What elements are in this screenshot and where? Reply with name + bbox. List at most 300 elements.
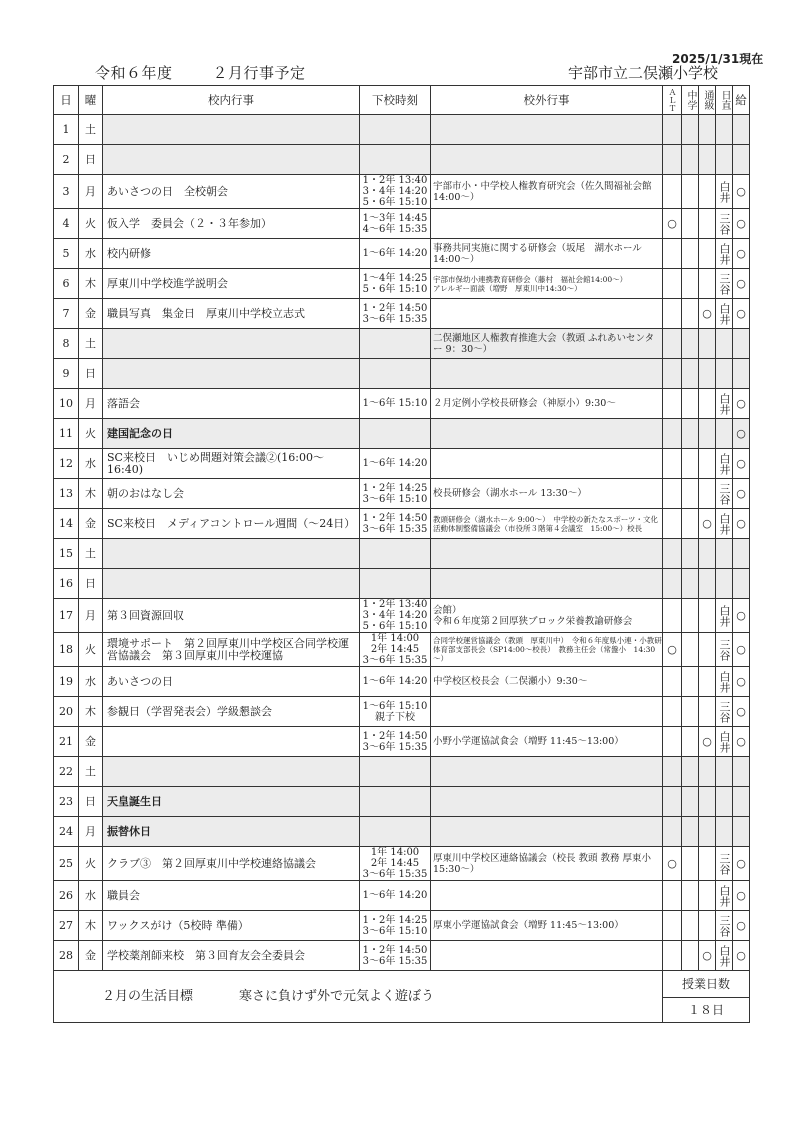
table-row: [54, 727, 750, 757]
day-cell: 10: [54, 389, 79, 419]
table-row: [54, 787, 750, 817]
day-cell: 8: [54, 329, 79, 359]
day-cell: 27: [54, 911, 79, 941]
dismissal-cell: 1～6年 14:20: [360, 449, 431, 479]
nicchoku-cell: 白井: [716, 727, 733, 757]
dismissal-cell: 1・2年 14:50 3～6年 15:35: [360, 727, 431, 757]
jhs-cell: [682, 569, 699, 599]
jhs-cell: [682, 209, 699, 239]
dismissal-cell: 1・2年 13:40 3・4年 14:20 5・6年 15:10: [360, 175, 431, 209]
jhs-cell: [682, 175, 699, 209]
jhs-cell: [682, 329, 699, 359]
nicchoku-cell: 三谷: [716, 911, 733, 941]
jhs-cell: [682, 115, 699, 145]
class-days-label: 授業日数: [663, 971, 750, 998]
alt-cell: [663, 299, 682, 329]
day-cell: 22: [54, 757, 79, 787]
jhs-cell: [682, 145, 699, 175]
jhs-cell: [682, 419, 699, 449]
day-cell: 3: [54, 175, 79, 209]
alt-cell: [663, 145, 682, 175]
nicchoku-cell: [716, 787, 733, 817]
dismissal-cell: [360, 817, 431, 847]
day-cell: 14: [54, 509, 79, 539]
outside-event-cell: [431, 881, 663, 911]
outside-event-cell: [431, 359, 663, 389]
dismissal-cell: 1・2年 14:50 3～6年 15:35: [360, 299, 431, 329]
col-tsukyu: 通級: [699, 86, 716, 115]
nicchoku-cell: [716, 145, 733, 175]
weekday-cell: 水: [79, 449, 103, 479]
dismissal-cell: 1・2年 14:25 3～6年 15:10: [360, 479, 431, 509]
tsukyu-cell: [699, 757, 716, 787]
kyushoku-cell: [733, 539, 750, 569]
outside-event-cell: [431, 209, 663, 239]
table-row: [54, 599, 750, 633]
school-event-cell: [103, 757, 360, 787]
alt-cell: [663, 449, 682, 479]
alt-cell: [663, 115, 682, 145]
weekday-cell: 日: [79, 359, 103, 389]
kyushoku-cell: ○: [733, 175, 750, 209]
kyushoku-cell: ○: [733, 633, 750, 667]
alt-cell: [663, 787, 682, 817]
outside-event-cell: 宇部市小・中学校人権教育研究会（佐久間福祉会館 14:00～）: [431, 175, 663, 209]
dismissal-cell: 1・2年 14:50 3～6年 15:35: [360, 941, 431, 971]
weekday-cell: 金: [79, 727, 103, 757]
day-cell: 1: [54, 115, 79, 145]
nicchoku-cell: [716, 329, 733, 359]
col-kyushoku: 給: [733, 86, 750, 115]
dismissal-cell: [360, 787, 431, 817]
weekday-cell: 水: [79, 239, 103, 269]
kyushoku-cell: [733, 569, 750, 599]
tsukyu-cell: [699, 633, 716, 667]
kyushoku-cell: [733, 757, 750, 787]
weekday-cell: 火: [79, 633, 103, 667]
col-alt: ＡＬＴ: [663, 86, 682, 115]
kyushoku-cell: ○: [733, 727, 750, 757]
dismissal-cell: 1年 14:00 2年 14:45 3～6年 15:35: [360, 633, 431, 667]
dismissal-cell: 1～6年 14:20: [360, 667, 431, 697]
outside-event-cell: [431, 569, 663, 599]
tsukyu-cell: [699, 209, 716, 239]
alt-cell: [663, 419, 682, 449]
alt-cell: ○: [663, 209, 682, 239]
tsukyu-cell: [699, 569, 716, 599]
alt-cell: [663, 941, 682, 971]
dismissal-cell: 1～6年 15:10: [360, 389, 431, 419]
weekday-cell: 木: [79, 697, 103, 727]
outside-event-cell: [431, 697, 663, 727]
alt-cell: [663, 269, 682, 299]
dismissal-cell: 1～6年 15:10 親子下校: [360, 697, 431, 727]
kyushoku-cell: ○: [733, 449, 750, 479]
day-cell: 11: [54, 419, 79, 449]
jhs-cell: [682, 239, 699, 269]
class-days-value: １８日: [663, 998, 750, 1023]
day-cell: 15: [54, 539, 79, 569]
kyushoku-cell: ○: [733, 847, 750, 881]
nicchoku-cell: [716, 539, 733, 569]
jhs-cell: [682, 509, 699, 539]
table-row: [54, 911, 750, 941]
dismissal-cell: [360, 329, 431, 359]
nicchoku-cell: [716, 419, 733, 449]
school-event-cell: [103, 539, 360, 569]
tsukyu-cell: ○: [699, 299, 716, 329]
table-row: [54, 697, 750, 727]
tsukyu-cell: [699, 269, 716, 299]
kyushoku-cell: ○: [733, 911, 750, 941]
nicchoku-cell: 白井: [716, 175, 733, 209]
school-event-cell: 天皇誕生日: [103, 787, 360, 817]
kyushoku-cell: ○: [733, 269, 750, 299]
weekday-cell: 土: [79, 757, 103, 787]
nicchoku-cell: 白井: [716, 941, 733, 971]
day-cell: 25: [54, 847, 79, 881]
jhs-cell: [682, 881, 699, 911]
nicchoku-cell: 白井: [716, 389, 733, 419]
as-of-date: 2025/1/31現在: [672, 52, 764, 66]
school-event-cell: SC来校日 いじめ問題対策会議②(16:00～16:40): [103, 449, 360, 479]
dismissal-cell: 1年 14:00 2年 14:45 3～6年 15:35: [360, 847, 431, 881]
alt-cell: [663, 569, 682, 599]
table-row: [54, 175, 750, 209]
school-event-cell: 仮入学 委員会（２・３年参加）: [103, 209, 360, 239]
dismissal-cell: 1・2年 13:40 3・4年 14:20 5・6年 15:10: [360, 599, 431, 633]
outside-event-cell: 厚東川中学校区連絡協議会（校長 教頭 教務 厚東小 15:30～）: [431, 847, 663, 881]
nicchoku-cell: 白井: [716, 449, 733, 479]
nicchoku-cell: 三谷: [716, 269, 733, 299]
day-cell: 20: [54, 697, 79, 727]
school-event-cell: クラブ③ 第２回厚東川中学校連絡協議会: [103, 847, 360, 881]
schedule-title: ２月行事予定: [212, 64, 306, 82]
outside-event-cell: [431, 449, 663, 479]
nicchoku-cell: 白井: [716, 239, 733, 269]
weekday-cell: 月: [79, 599, 103, 633]
dismissal-cell: 1～6年 14:20: [360, 881, 431, 911]
school-event-cell: 朝のおはなし会: [103, 479, 360, 509]
school-name: 宇部市立二俣瀬小学校: [568, 64, 719, 82]
kyushoku-cell: ○: [733, 599, 750, 633]
nicchoku-cell: [716, 757, 733, 787]
kyushoku-cell: ○: [733, 941, 750, 971]
dismissal-cell: 1～6年 14:20: [360, 239, 431, 269]
dismissal-cell: [360, 115, 431, 145]
nicchoku-cell: [716, 359, 733, 389]
school-event-cell: 職員会: [103, 881, 360, 911]
school-event-cell: 環境サポート 第２回厚東川中学校区合同学校運営協議会 第３回厚東川中学校運協: [103, 633, 360, 667]
kyushoku-cell: [733, 329, 750, 359]
tsukyu-cell: [699, 697, 716, 727]
nicchoku-cell: 三谷: [716, 697, 733, 727]
day-cell: 19: [54, 667, 79, 697]
schedule-table: [53, 85, 750, 1023]
jhs-cell: [682, 599, 699, 633]
col-school-event: 校内行事: [103, 86, 360, 115]
school-event-cell: [103, 727, 360, 757]
nicchoku-cell: 三谷: [716, 209, 733, 239]
weekday-cell: 金: [79, 299, 103, 329]
weekday-cell: 木: [79, 911, 103, 941]
col-outside-event: 校外行事: [431, 86, 663, 115]
table-row: [54, 359, 750, 389]
dismissal-cell: [360, 569, 431, 599]
outside-event-cell: ２月定例小学校長研修会（神原小）9:30～: [431, 389, 663, 419]
weekday-cell: 金: [79, 941, 103, 971]
tsukyu-cell: ○: [699, 727, 716, 757]
col-day: 日: [54, 86, 79, 115]
school-event-cell: 学校薬剤師来校 第３回育友会全委員会: [103, 941, 360, 971]
kyushoku-cell: [733, 145, 750, 175]
table-row: [54, 145, 750, 175]
alt-cell: ○: [663, 847, 682, 881]
jhs-cell: [682, 817, 699, 847]
school-event-cell: SC来校日 メディアコントロール週間（～24日）: [103, 509, 360, 539]
table-row: [54, 633, 750, 667]
school-event-cell: 落語会: [103, 389, 360, 419]
tsukyu-cell: [699, 389, 716, 419]
dismissal-cell: [360, 145, 431, 175]
day-cell: 16: [54, 569, 79, 599]
nicchoku-cell: 白井: [716, 881, 733, 911]
col-weekday: 曜: [79, 86, 103, 115]
school-event-cell: あいさつの日: [103, 667, 360, 697]
jhs-cell: [682, 479, 699, 509]
outside-event-cell: 会館） 令和６年度第２回厚狭ブロック栄養教諭研修会: [431, 599, 663, 633]
weekday-cell: 水: [79, 667, 103, 697]
weekday-cell: 日: [79, 569, 103, 599]
tsukyu-cell: [699, 329, 716, 359]
weekday-cell: 日: [79, 787, 103, 817]
school-event-cell: [103, 329, 360, 359]
jhs-cell: [682, 911, 699, 941]
kyushoku-cell: ○: [733, 389, 750, 419]
dismissal-cell: [360, 359, 431, 389]
tsukyu-cell: [699, 787, 716, 817]
kyushoku-cell: ○: [733, 509, 750, 539]
alt-cell: [663, 329, 682, 359]
weekday-cell: 火: [79, 419, 103, 449]
nicchoku-cell: 三谷: [716, 633, 733, 667]
day-cell: 21: [54, 727, 79, 757]
day-cell: 7: [54, 299, 79, 329]
jhs-cell: [682, 449, 699, 479]
alt-cell: [663, 539, 682, 569]
school-event-cell: 第３回資源回収: [103, 599, 360, 633]
table-row: [54, 817, 750, 847]
day-cell: 9: [54, 359, 79, 389]
school-event-cell: 厚東川中学校進学説明会: [103, 269, 360, 299]
kyushoku-cell: ○: [733, 479, 750, 509]
school-event-cell: 職員写真 集金日 厚東川中学校立志式: [103, 299, 360, 329]
alt-cell: [663, 359, 682, 389]
col-jhs: 中学: [682, 86, 699, 115]
weekday-cell: 月: [79, 175, 103, 209]
day-cell: 23: [54, 787, 79, 817]
day-cell: 13: [54, 479, 79, 509]
tsukyu-cell: [699, 115, 716, 145]
school-event-cell: [103, 115, 360, 145]
table-row: [54, 847, 750, 881]
outside-event-cell: 校長研修会（湖水ホール 13:30～）: [431, 479, 663, 509]
school-event-cell: 校内研修: [103, 239, 360, 269]
school-event-cell: 振替休日: [103, 817, 360, 847]
outside-event-cell: 二俣瀬地区人権教育推進大会（教頭 ふれあいセンター 9：30～）: [431, 329, 663, 359]
kyushoku-cell: ○: [733, 239, 750, 269]
school-event-cell: [103, 145, 360, 175]
weekday-cell: 木: [79, 479, 103, 509]
jhs-cell: [682, 299, 699, 329]
jhs-cell: [682, 633, 699, 667]
alt-cell: [663, 881, 682, 911]
weekday-cell: 火: [79, 847, 103, 881]
col-dismissal: 下校時刻: [360, 86, 431, 115]
outside-event-cell: [431, 757, 663, 787]
outside-event-cell: [431, 419, 663, 449]
table-row: [54, 449, 750, 479]
outside-event-cell: 事務共同実施に関する研修会（坂尾 湖水ホール14:00～）: [431, 239, 663, 269]
jhs-cell: [682, 389, 699, 419]
kyushoku-cell: [733, 787, 750, 817]
day-cell: 18: [54, 633, 79, 667]
nicchoku-cell: 白井: [716, 599, 733, 633]
tsukyu-cell: [699, 911, 716, 941]
jhs-cell: [682, 697, 699, 727]
weekday-cell: 土: [79, 329, 103, 359]
tsukyu-cell: ○: [699, 509, 716, 539]
table-row: [54, 569, 750, 599]
alt-cell: [663, 175, 682, 209]
alt-cell: [663, 697, 682, 727]
dismissal-cell: [360, 419, 431, 449]
nicchoku-cell: 三谷: [716, 479, 733, 509]
day-cell: 24: [54, 817, 79, 847]
table-row: [54, 115, 750, 145]
jhs-cell: [682, 539, 699, 569]
jhs-cell: [682, 847, 699, 881]
kyushoku-cell: ○: [733, 209, 750, 239]
tsukyu-cell: [699, 599, 716, 633]
outside-event-cell: 中学校区校長会（二俣瀬小）9:30～: [431, 667, 663, 697]
tsukyu-cell: [699, 175, 716, 209]
school-event-cell: 参観日（学習発表会）学級懇談会: [103, 697, 360, 727]
kyushoku-cell: ○: [733, 419, 750, 449]
monthly-goal: [54, 971, 663, 1023]
outside-event-cell: [431, 145, 663, 175]
tsukyu-cell: [699, 817, 716, 847]
tsukyu-cell: [699, 539, 716, 569]
fiscal-year: 令和６年度: [95, 64, 173, 82]
jhs-cell: [682, 667, 699, 697]
nicchoku-cell: [716, 817, 733, 847]
table-row: [54, 509, 750, 539]
outside-event-cell: 教頭研修会（湖水ホール 9:00～） 中学校の新たなスポーツ・文化活動体制整備協議会（市役所３階第４会議室 15:00～）校長: [431, 509, 663, 539]
dismissal-cell: [360, 757, 431, 787]
kyushoku-cell: [733, 817, 750, 847]
tsukyu-cell: [699, 449, 716, 479]
tsukyu-cell: [699, 881, 716, 911]
school-event-cell: ワックスがけ（5校時 準備）: [103, 911, 360, 941]
col-nicchoku: 日直: [716, 86, 733, 115]
weekday-cell: 日: [79, 145, 103, 175]
jhs-cell: [682, 727, 699, 757]
kyushoku-cell: ○: [733, 697, 750, 727]
weekday-cell: 月: [79, 817, 103, 847]
alt-cell: [663, 667, 682, 697]
alt-cell: [663, 911, 682, 941]
tsukyu-cell: ○: [699, 941, 716, 971]
table-row: [54, 479, 750, 509]
tsukyu-cell: [699, 847, 716, 881]
tsukyu-cell: [699, 479, 716, 509]
school-event-cell: 建国記念の日: [103, 419, 360, 449]
day-cell: 6: [54, 269, 79, 299]
weekday-cell: 水: [79, 881, 103, 911]
alt-cell: [663, 757, 682, 787]
weekday-cell: 土: [79, 539, 103, 569]
outside-event-cell: 宇部市保幼小連携教育研修会（藤村 福祉会館14:00～） アレルギー面談（増野 厚東川中14:30～）: [431, 269, 663, 299]
dismissal-cell: 1～4年 14:25 5・6年 15:10: [360, 269, 431, 299]
day-cell: 2: [54, 145, 79, 175]
outside-event-cell: [431, 817, 663, 847]
weekday-cell: 木: [79, 269, 103, 299]
outside-event-cell: 合同学校運営協議会（教頭 厚東川中） 令和６年度県小連・小教研体育部支部長会（SP14:00～校長） 教務主任会（常盤小 14:30～）: [431, 633, 663, 667]
outside-event-cell: [431, 941, 663, 971]
goal-label: ２月の生活目標: [102, 988, 194, 1004]
table-row: [54, 419, 750, 449]
tsukyu-cell: [699, 359, 716, 389]
tsukyu-cell: [699, 419, 716, 449]
nicchoku-cell: 白井: [716, 667, 733, 697]
goal-text: 寒さに負けず外で元気よく遊ぼう: [239, 988, 435, 1004]
outside-event-cell: 厚東小学運協試食会（増野 11:45～13:00）: [431, 911, 663, 941]
dismissal-cell: 1～3年 14:45 4～6年 15:35: [360, 209, 431, 239]
weekday-cell: 月: [79, 389, 103, 419]
kyushoku-cell: ○: [733, 881, 750, 911]
jhs-cell: [682, 757, 699, 787]
weekday-cell: 土: [79, 115, 103, 145]
day-cell: 4: [54, 209, 79, 239]
jhs-cell: [682, 787, 699, 817]
table-row: [54, 299, 750, 329]
day-cell: 17: [54, 599, 79, 633]
table-row: [54, 209, 750, 239]
outside-event-cell: [431, 299, 663, 329]
table-row: [54, 667, 750, 697]
nicchoku-cell: [716, 115, 733, 145]
alt-cell: [663, 479, 682, 509]
page-title: [95, 62, 306, 83]
table-row: [54, 941, 750, 971]
dismissal-cell: [360, 539, 431, 569]
outside-event-cell: [431, 115, 663, 145]
outside-event-cell: 小野小学運協試食会（増野 11:45～13:00）: [431, 727, 663, 757]
table-row: [54, 389, 750, 419]
jhs-cell: [682, 941, 699, 971]
alt-cell: [663, 509, 682, 539]
kyushoku-cell: ○: [733, 299, 750, 329]
table-row: [54, 269, 750, 299]
kyushoku-cell: ○: [733, 667, 750, 697]
day-cell: 12: [54, 449, 79, 479]
nicchoku-cell: 白井: [716, 299, 733, 329]
nicchoku-cell: 白井: [716, 509, 733, 539]
school-event-cell: [103, 569, 360, 599]
day-cell: 26: [54, 881, 79, 911]
outside-event-cell: [431, 787, 663, 817]
